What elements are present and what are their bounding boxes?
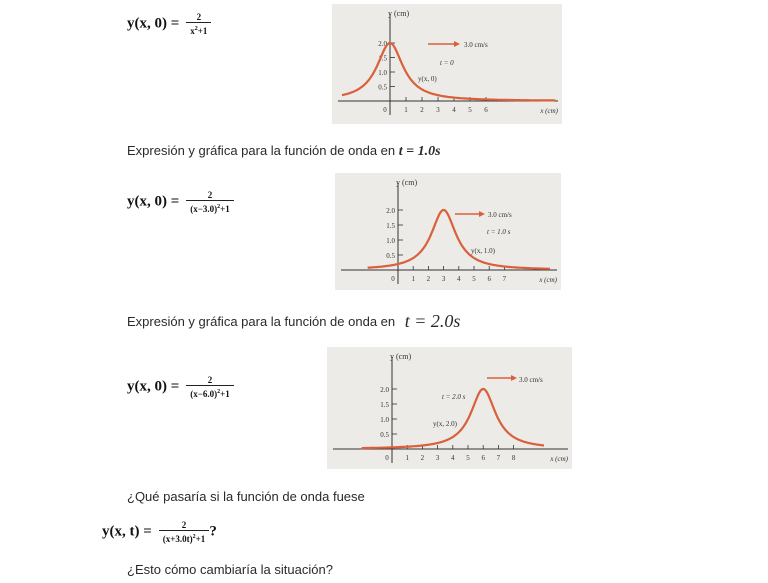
caption-t1 — [127, 143, 441, 160]
caption-text: Expresión y gráfica para la función de onda en — [127, 314, 396, 329]
equation-t0 — [127, 12, 211, 36]
fraction-numerator: 2 — [196, 12, 202, 22]
equation-lhs: y(x, 0) = — [127, 378, 180, 395]
x-tick-label: 2 — [420, 106, 424, 114]
denominator-base: x — [190, 26, 195, 36]
x-axis-label: x (cm) — [550, 455, 568, 463]
y-tick-label: 2.0 — [380, 386, 389, 394]
y-tick-label: 1.0 — [386, 237, 395, 245]
y-tick-label: 2.0 — [378, 40, 387, 48]
denominator-base: (x−3.0) — [190, 204, 218, 214]
equation-t1 — [127, 190, 234, 214]
x-tick-label: 3 — [436, 106, 440, 114]
caption-t2 — [127, 311, 460, 332]
x-tick-label: 2 — [420, 454, 425, 462]
velocity-label: 3.0 cm/s — [488, 211, 512, 219]
x-tick-label: 5 — [468, 106, 472, 114]
fraction-numerator: 2 — [207, 375, 213, 385]
fraction-denominator — [186, 22, 211, 36]
y-axis-label: y (cm) — [388, 9, 410, 18]
denominator-constant: +1 — [220, 389, 230, 399]
denominator-exponent: 2 — [194, 26, 198, 32]
wave-chart-svg — [332, 4, 562, 124]
denominator-exponent: 2 — [217, 389, 221, 395]
curve-label: y(x, 1.0) — [471, 247, 495, 255]
velocity-label: 3.0 cm/s — [519, 376, 543, 384]
fraction-numerator: 2 — [207, 190, 213, 200]
wave-chart-t1 — [335, 173, 561, 290]
x-tick-label: 4 — [457, 275, 461, 283]
x-axis-label: x (cm) — [539, 276, 557, 284]
x-tick-label: 1 — [405, 454, 409, 462]
equation-lhs: y(x, t) = — [102, 523, 152, 540]
x-axis-label: x (cm) — [540, 107, 558, 115]
x-tick-label: 2 — [426, 275, 431, 283]
x-tick-label: 4 — [452, 106, 456, 114]
time-label: t = 2.0 s — [442, 393, 466, 401]
x-tick-label: 1 — [404, 106, 408, 114]
equation-fraction — [186, 190, 234, 214]
x-tick-label: 6 — [481, 454, 485, 462]
equation-lhs: y(x, 0) = — [127, 193, 180, 210]
equation-question-mark: ? — [209, 523, 217, 540]
y-tick-label: 1.5 — [380, 401, 389, 409]
wave-chart-t2 — [327, 347, 572, 469]
equation-fraction — [186, 12, 211, 36]
y-tick-label: 1.0 — [378, 69, 387, 77]
wave-chart-svg — [327, 347, 572, 469]
fraction-numerator: 2 — [181, 520, 187, 530]
wave-chart-svg — [335, 173, 561, 290]
curve-label: y(x, 2.0) — [433, 420, 457, 428]
denominator-exponent: 2 — [192, 534, 196, 540]
y-tick-label: 1.0 — [380, 416, 389, 424]
question-text: ¿Qué pasaría si la función de onda fuese — [127, 489, 365, 504]
equation-lhs: y(x, 0) = — [127, 15, 180, 32]
denominator-constant: +1 — [197, 26, 208, 36]
x-tick-label: 6 — [487, 275, 491, 283]
x-tick-label: 0 — [383, 106, 387, 114]
x-tick-label: 5 — [472, 275, 476, 283]
y-axis-label: y (cm) — [396, 178, 418, 187]
wave-chart-t0 — [332, 4, 562, 124]
y-tick-label: 2.0 — [386, 207, 395, 215]
velocity-label: 3.0 cm/s — [464, 41, 488, 49]
x-tick-label: 6 — [484, 106, 488, 114]
x-tick-label: 1 — [411, 275, 415, 283]
caption-text: Expresión y gráfica para la función de onda en — [127, 143, 396, 158]
denominator-constant: +1 — [195, 534, 206, 544]
x-tick-label: 7 — [496, 454, 501, 462]
x-tick-label: 0 — [385, 454, 389, 462]
fraction-denominator — [186, 385, 234, 399]
caption-math: t = 2.0s — [404, 311, 461, 331]
chart-panel — [327, 347, 572, 469]
x-tick-label: 7 — [502, 275, 507, 283]
equation-fraction — [159, 520, 210, 544]
equation-t2 — [127, 375, 234, 399]
time-label: t = 0 — [440, 59, 454, 67]
denominator-base: (x−6.0) — [190, 389, 218, 399]
question-wavefunction — [127, 489, 365, 504]
curve-label: y(x, 0) — [418, 75, 437, 83]
y-tick-label: 0.5 — [386, 252, 395, 260]
denominator-exponent: 2 — [217, 204, 221, 210]
y-axis-label: y (cm) — [390, 352, 412, 361]
x-tick-label: 0 — [391, 275, 395, 283]
x-tick-label: 4 — [451, 454, 455, 462]
time-label: t = 1.0 s — [487, 228, 511, 236]
equation-general — [102, 520, 217, 544]
fraction-denominator — [159, 530, 210, 544]
caption-math: t = 1.0s — [398, 144, 441, 159]
denominator-base: (x+3.0t) — [162, 534, 193, 544]
y-tick-label: 0.5 — [380, 431, 389, 439]
question-situation — [127, 562, 333, 577]
denominator-constant: +1 — [220, 204, 230, 214]
x-tick-label: 5 — [466, 454, 470, 462]
question-text: ¿Esto cómo cambiaría la situación? — [127, 562, 333, 577]
equation-fraction — [186, 375, 234, 399]
x-tick-label: 3 — [435, 454, 440, 462]
fraction-denominator — [186, 200, 234, 214]
y-tick-label: 1.5 — [378, 54, 387, 63]
y-tick-label: 1.5 — [386, 222, 395, 230]
chart-panel — [335, 173, 561, 290]
y-tick-label: 0.5 — [378, 83, 387, 92]
x-tick-label: 3 — [441, 275, 446, 283]
x-tick-label: 8 — [511, 454, 516, 462]
